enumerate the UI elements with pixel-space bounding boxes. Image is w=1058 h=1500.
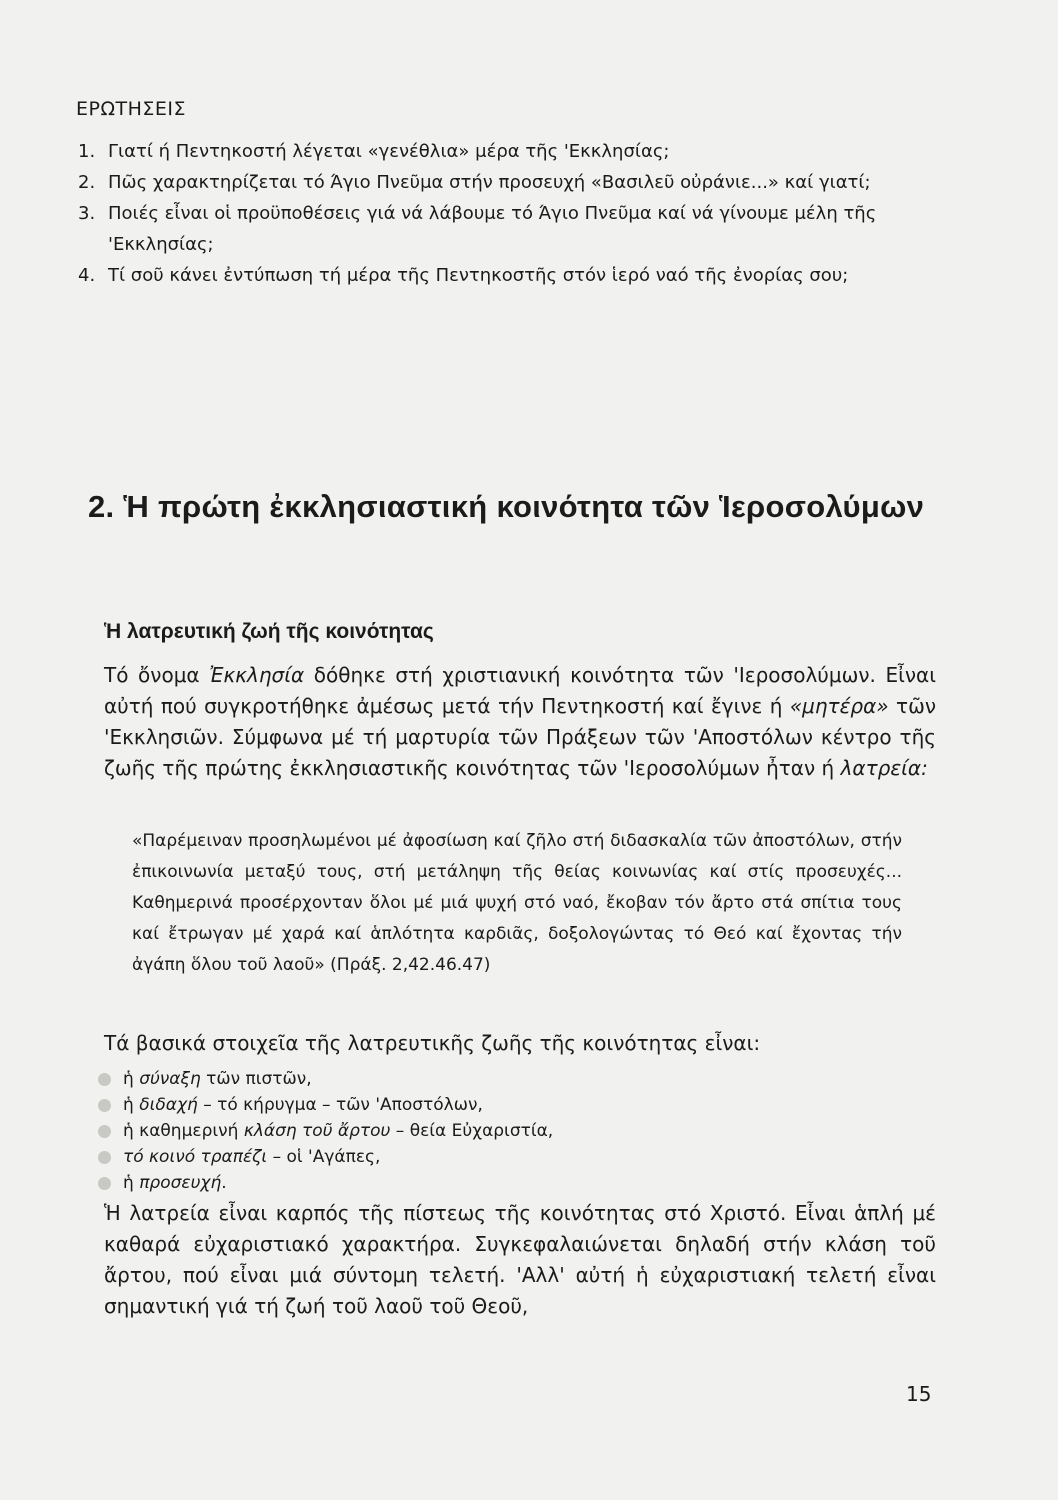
paragraph-emphasis: Ἐκκλησία xyxy=(209,663,305,687)
bullet-text-plain: . xyxy=(221,1173,227,1193)
section-subheading: Ἡ λατρευτική ζωή τῆς κοινότητας xyxy=(104,620,434,643)
bullet-text-emphasis: κλάση τοῦ ἄρτου xyxy=(243,1121,391,1141)
bullet-text-plain: – θεία Εὐχαριστία, xyxy=(390,1121,554,1141)
paragraph-text: Τό ὄνομα xyxy=(104,663,210,687)
bullet-text-plain: τῶν πιστῶν, xyxy=(200,1069,312,1089)
questions-list xyxy=(78,136,938,291)
bullet-item xyxy=(98,1118,858,1144)
bullet-dot-icon xyxy=(98,1125,111,1138)
question-item xyxy=(78,136,938,167)
bullet-text xyxy=(123,1066,312,1092)
paragraph-emphasis: «μητέρα» xyxy=(789,694,889,718)
section-title: 2. Ἡ πρώτη ἐκκλησιαστική κοινότητα τῶν Ἱεροσολύμων xyxy=(88,489,925,524)
bullet-item xyxy=(98,1066,858,1092)
paragraph-emphasis: λατρεία: xyxy=(840,756,928,780)
questions-heading: ΕΡΩΤΗΣΕΙΣ xyxy=(76,98,186,120)
bullet-text-plain: ἡ xyxy=(123,1173,140,1193)
bullet-item xyxy=(98,1170,858,1196)
bullet-text-plain: – τό κήρυγμα – τῶν 'Αποστόλων, xyxy=(197,1095,483,1115)
bullet-item xyxy=(98,1092,858,1118)
bullet-text-emphasis: προσευχή xyxy=(139,1173,222,1193)
page-number: 15 xyxy=(906,1382,932,1406)
question-text: Τί σοῦ κάνει ἐντύπωση τή μέρα τῆς Πεντηκοστῆς στόν ἱερό ναό τῆς ἐνορίας σου; xyxy=(108,265,849,286)
bullet-text-emphasis: τό κοινό τραπέζι xyxy=(123,1147,268,1167)
bullet-item xyxy=(98,1144,858,1170)
bullet-text xyxy=(123,1092,483,1118)
question-text: Γιατί ή Πεντηκοστή λέγεται «γενέθλια» μέρα τῆς 'Εκκλησίας; xyxy=(108,141,670,162)
paragraph-elements: Τά βασικά στοιχεῖα τῆς λατρευτικῆς ζωῆς τῆς κοινότητας εἶναι: xyxy=(104,1031,761,1055)
question-item xyxy=(78,198,938,260)
bullet-list xyxy=(98,1066,858,1196)
paragraph-worship: Ἡ λατρεία εἶναι καρπός τῆς πίστεως τῆς κοινότητας στό Χριστό. Εἶναι ἁπλή μέ καθαρά εὐχαριστιακό χαρακτήρα. Συγκεφαλαιώνεται δηλαδή στήν κλάση τοῦ ἄρτου, πού εἶναι μιά σύντομη τελετή. 'Αλλ' αὐτή ἡ εὐχαριστιακή τελετή εἶναι σημαντική γιά τή ζωή τοῦ λαοῦ τοῦ Θεοῦ, xyxy=(104,1201,936,1318)
bullet-dot-icon xyxy=(98,1177,111,1190)
bullet-text-emphasis: σύναξη xyxy=(139,1069,201,1089)
bullet-text xyxy=(123,1170,227,1196)
bullet-dot-icon xyxy=(98,1099,111,1112)
bullet-text-plain: ἡ xyxy=(123,1095,140,1115)
bullet-text-plain: ἡ καθημερινή xyxy=(123,1121,244,1141)
question-item xyxy=(78,260,938,291)
paragraph-text: δόθηκε στή χριστιανική κοινότητα τῶν 'Ιεροσολύμων. Εἶναι αὐτή πού συγκροτήθηκε ἀμέσως μετά τήν Πεντηκοστή καί ἔγινε ή xyxy=(104,663,936,718)
paragraph-text: τῶν 'Εκκλησιῶν. Σύμφωνα μέ τή μαρτυρία τῶν Πράξεων τῶν 'Αποστόλων κέντρο τῆς ζωῆς τῆς πρώτης ἐκκλησιαστικῆς κοινότητας τῶν 'Ιεροσολύμων ἦταν ή xyxy=(104,694,936,780)
bullet-text-plain: ἡ xyxy=(123,1069,140,1089)
bullet-text-plain: – οἱ 'Αγάπες, xyxy=(267,1147,381,1167)
question-number: 2. xyxy=(78,172,96,193)
bullet-dot-icon xyxy=(98,1151,111,1164)
bullet-text-emphasis: διδαχή xyxy=(139,1095,198,1115)
question-item xyxy=(78,167,938,198)
question-number: 1. xyxy=(78,141,96,162)
paragraph-intro xyxy=(104,660,936,784)
scripture-quote: «Παρέμειναν προσηλωμένοι μέ ἀφοσίωση καί ζῆλο στή διδασκαλία τῶν ἀποστόλων, στήν ἐπικοινωνία μεταξύ τους, στή μετάληψη τῆς θείας κοινωνίας καί στίς προσευχές... Καθημερινά προσέρχονταν ὅλοι μέ μιά ψυχή στό ναό, ἔκοβαν τόν ἄρτο στά σπίτια τους καί ἔτρωγαν μέ χαρά καί ἁπλότητα καρδιᾶς, δοξολογώντας τό Θεό καί ἔχοντας τήν ἀγάπη ὅλου τοῦ λαοῦ» (Πράξ. 2,42.46.47) xyxy=(132,831,902,975)
question-text: Ποιές εἶναι οἱ προϋποθέσεις γιά νά λάβουμε τό Άγιο Πνεῦμα καί νά γίνουμε μέλη τῆς 'Εκκλησίας; xyxy=(108,203,877,255)
question-number: 4. xyxy=(78,265,96,286)
bullet-dot-icon xyxy=(98,1073,111,1086)
bullet-text xyxy=(123,1118,553,1144)
question-number: 3. xyxy=(78,203,96,224)
question-text: Πῶς χαρακτηρίζεται τό Άγιο Πνεῦμα στήν προσευχή «Βασιλεῦ οὐράνιε...» καί γιατί; xyxy=(108,172,871,193)
bullet-text xyxy=(123,1144,380,1170)
